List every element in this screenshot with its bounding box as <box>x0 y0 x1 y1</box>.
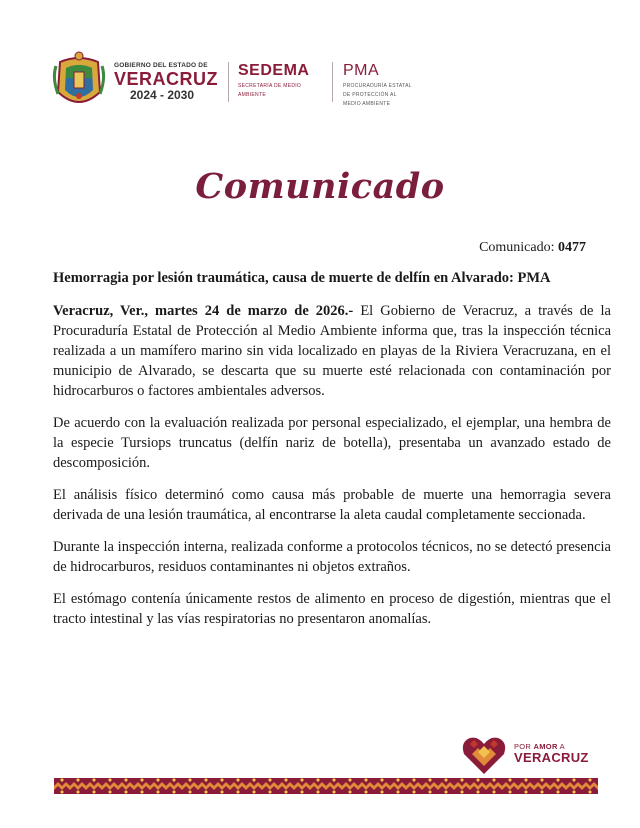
letterhead <box>48 44 600 114</box>
footer-big-text: VERACRUZ <box>514 750 589 765</box>
gov-years-text: 2024 - 2030 <box>129 88 195 102</box>
footer-small-bold: AMOR <box>533 742 558 751</box>
paragraph-1-text: El Gobierno de Veracruz, a través de la Procuraduría Estatal de Protección al Medio Ambiente informa que, tras la inspección técnica realizada a un mamífero marino sin vida localizado en playas de la Riviera Veracruzana, en el municipio de Alvarado, se descarta que su muerte esté relacionada con contaminación por hidrocarburos o factores ambientales adversos. <box>53 303 611 399</box>
pma-sub-text-2: DE PROTECCIÓN AL <box>343 92 397 98</box>
pma-sub-text-1: PROCURADURÍA ESTATAL <box>343 83 412 89</box>
footer-small-prefix: POR <box>514 742 532 751</box>
gov-name-text: VERACRUZ <box>114 69 219 89</box>
por-amor-a-veracruz-logo <box>460 732 600 776</box>
paragraph-1 <box>53 301 611 401</box>
footer-small-suffix: A <box>559 742 565 751</box>
decorative-pattern-band <box>54 778 598 794</box>
document-body <box>53 268 611 641</box>
paragraph-4: Durante la inspección interna, realizada conforme a protocolos técnicos, no se detectó presencia de hidrocarburos, residuos contaminantes ni objetos extraños. <box>53 539 611 575</box>
header-divider <box>228 62 229 102</box>
paragraph-5: El estómago contenía únicamente restos de alimento en proceso de digestión, mientras que el tracto intestinal y las vías respiratorias no presentaron anomalías. <box>53 591 611 627</box>
heart-pattern-icon <box>460 732 508 776</box>
sedema-sub-text-1: SECRETARÍA DE MEDIO <box>238 83 302 89</box>
paragraph-2: De acuerdo con la evaluación realizada por personal especializado, el ejemplar, una hembra de la especie Tursiops truncatus (delfín nariz de botella), presentaba un avanzado estado de descomposición. <box>53 415 611 471</box>
header-divider <box>332 62 333 102</box>
sedema-sub-text-2: AMBIENTE <box>238 92 266 98</box>
sedema-name-text: SEDEMA <box>238 62 310 79</box>
place-date: Veracruz, Ver., martes 24 de marzo de 2026.- <box>53 303 354 319</box>
headline: Hemorragia por lesión traumática, causa de muerte de delfín en Alvarado: PMA <box>53 270 551 286</box>
communique-number <box>479 240 586 256</box>
communique-number-value: 0477 <box>558 240 586 255</box>
pma-name-text: PMA <box>343 62 380 79</box>
sedema-logo <box>238 62 328 98</box>
paragraph-3: El análisis físico determinó como causa más probable de muerte una hemorragia severa derivada de una lesión traumática, al encontrarse la aleta caudal completamente seccionada. <box>53 487 611 523</box>
pma-sub-text-3: MEDIO AMBIENTE <box>343 101 391 107</box>
document-title: Comunicado <box>195 166 445 207</box>
gov-small-text: GOBIERNO DEL ESTADO DE <box>114 62 208 69</box>
pma-logo <box>343 62 423 107</box>
communique-number-label: Comunicado: <box>479 240 555 255</box>
footer-slogan <box>514 742 589 764</box>
veracruz-coat-of-arms-icon <box>52 48 106 114</box>
